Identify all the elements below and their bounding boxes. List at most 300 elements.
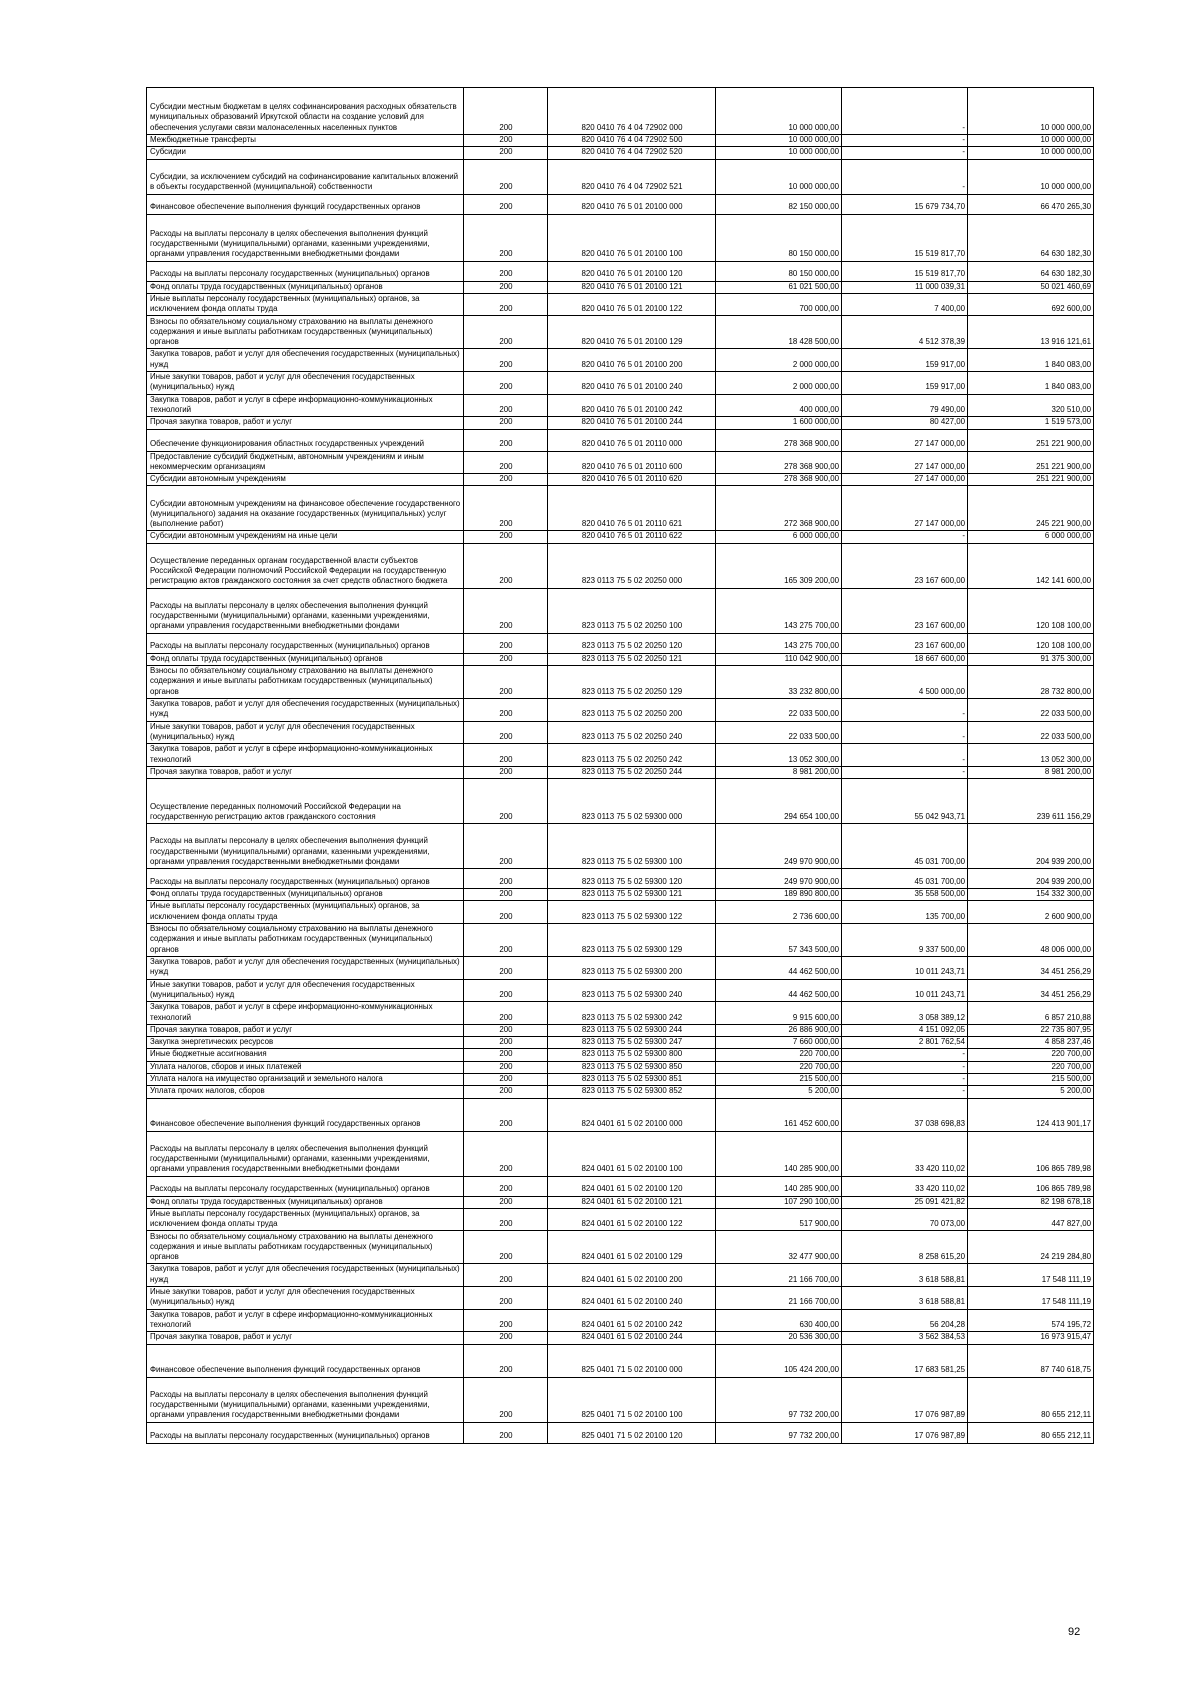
row-executed-amount: 4 500 000,00: [842, 666, 968, 699]
row-executed-amount: 45 031 700,00: [842, 824, 968, 869]
row-admin-code: 200: [464, 543, 548, 588]
table-row: [147, 979, 1094, 1002]
row-approved-amount: 400 000,00: [716, 394, 842, 417]
row-executed-amount: 25 091 421,82: [842, 1196, 968, 1208]
row-name: Осуществление переданных полномочий Российской Федерации на государственную регистрацию актов гражданского состояния: [147, 779, 464, 824]
row-unexecuted-amount: 220 700,00: [968, 1061, 1094, 1073]
row-unexecuted-amount: 1 840 083,00: [968, 349, 1094, 372]
row-budget-classification-code: 820 0410 76 5 01 20110 622: [548, 531, 716, 543]
budget-execution-table: [146, 87, 1094, 1444]
row-executed-amount: 17 076 987,89: [842, 1422, 968, 1443]
row-admin-code: 200: [464, 1377, 548, 1422]
row-admin-code: 200: [464, 1073, 548, 1085]
row-name: Закупка товаров, работ и услуг в сфере информационно-коммуникационных технологий: [147, 1309, 464, 1332]
row-budget-classification-code: 823 0113 75 5 02 59300 852: [548, 1086, 716, 1098]
row-budget-classification-code: 820 0410 76 5 01 20110 621: [548, 486, 716, 531]
row-executed-amount: 23 167 600,00: [842, 588, 968, 633]
row-executed-amount: 9 337 500,00: [842, 924, 968, 957]
row-approved-amount: 33 232 800,00: [716, 666, 842, 699]
row-admin-code: 200: [464, 1231, 548, 1264]
row-budget-classification-code: 820 0410 76 5 01 20100 100: [548, 214, 716, 261]
row-admin-code: 200: [464, 653, 548, 665]
table-row: [147, 1287, 1094, 1310]
row-name: Закупка товаров, работ и услуг для обеспечения государственных (муниципальных) нужд: [147, 349, 464, 372]
row-approved-amount: 220 700,00: [716, 1049, 842, 1061]
row-admin-code: 200: [464, 979, 548, 1002]
table-row: [147, 417, 1094, 429]
row-executed-amount: 33 420 110,02: [842, 1176, 968, 1196]
row-name: Расходы на выплаты персоналу государственных (муниципальных) органов: [147, 1176, 464, 1196]
row-unexecuted-amount: 120 108 100,00: [968, 633, 1094, 653]
row-approved-amount: 161 452 600,00: [716, 1098, 842, 1131]
row-name: Расходы на выплаты персоналу в целях обеспечения выполнения функций государственными (муниципальными) органами, казенными учреждениями, органами управления государственными внебюджетными фондами: [147, 1131, 464, 1176]
row-approved-amount: 10 000 000,00: [716, 88, 842, 135]
row-unexecuted-amount: 1 840 083,00: [968, 372, 1094, 395]
table-row: [147, 766, 1094, 778]
row-approved-amount: 80 150 000,00: [716, 214, 842, 261]
row-budget-classification-code: 820 0410 76 5 01 20100 000: [548, 194, 716, 214]
row-admin-code: 200: [464, 1332, 548, 1344]
row-budget-classification-code: 820 0410 76 5 01 20100 242: [548, 394, 716, 417]
row-admin-code: 200: [464, 394, 548, 417]
row-budget-classification-code: 820 0410 76 5 01 20100 200: [548, 349, 716, 372]
row-name: Прочая закупка товаров, работ и услуг: [147, 1332, 464, 1344]
row-name: Иные закупки товаров, работ и услуг для обеспечения государственных (муниципальных) нужд: [147, 721, 464, 744]
row-approved-amount: 97 732 200,00: [716, 1377, 842, 1422]
table-row: [147, 924, 1094, 957]
table-row: [147, 1264, 1094, 1287]
row-unexecuted-amount: 50 021 460,69: [968, 281, 1094, 293]
row-admin-code: 200: [464, 194, 548, 214]
row-approved-amount: 9 915 600,00: [716, 1002, 842, 1025]
row-approved-amount: 630 400,00: [716, 1309, 842, 1332]
table-row: [147, 666, 1094, 699]
row-name: Иные выплаты персоналу государственных (муниципальных) органов, за исключением фонда оплаты труда: [147, 901, 464, 924]
row-approved-amount: 10 000 000,00: [716, 147, 842, 159]
row-name: Расходы на выплаты персоналу государственных (муниципальных) органов: [147, 869, 464, 889]
row-unexecuted-amount: 120 108 100,00: [968, 588, 1094, 633]
row-approved-amount: 143 275 700,00: [716, 588, 842, 633]
row-approved-amount: 105 424 200,00: [716, 1344, 842, 1377]
row-approved-amount: 10 000 000,00: [716, 159, 842, 194]
table-row: [147, 633, 1094, 653]
row-admin-code: 200: [464, 1287, 548, 1310]
table-row: [147, 1377, 1094, 1422]
row-admin-code: 200: [464, 1208, 548, 1231]
row-unexecuted-amount: 251 221 900,00: [968, 429, 1094, 451]
row-executed-amount: 55 042 943,71: [842, 779, 968, 824]
row-unexecuted-amount: 34 451 256,29: [968, 957, 1094, 980]
row-executed-amount: -: [842, 88, 968, 135]
row-executed-amount: -: [842, 1061, 968, 1073]
row-approved-amount: 140 285 900,00: [716, 1176, 842, 1196]
row-executed-amount: 8 258 615,20: [842, 1231, 968, 1264]
row-approved-amount: 272 368 900,00: [716, 486, 842, 531]
row-name: Прочая закупка товаров, работ и услуг: [147, 417, 464, 429]
row-budget-classification-code: 824 0401 61 5 02 20100 129: [548, 1231, 716, 1264]
table-row: [147, 372, 1094, 395]
row-budget-classification-code: 825 0401 71 5 02 20100 120: [548, 1422, 716, 1443]
row-unexecuted-amount: 8 981 200,00: [968, 766, 1094, 778]
row-admin-code: 200: [464, 349, 548, 372]
row-admin-code: 200: [464, 474, 548, 486]
row-executed-amount: 37 038 698,83: [842, 1098, 968, 1131]
row-name: Финансовое обеспечение выполнения функций государственных органов: [147, 1344, 464, 1377]
table-row: [147, 1098, 1094, 1131]
table-row: [147, 957, 1094, 980]
row-unexecuted-amount: 220 700,00: [968, 1049, 1094, 1061]
row-budget-classification-code: 823 0113 75 5 02 20250 129: [548, 666, 716, 699]
row-name: Взносы по обязательному социальному страхованию на выплаты денежного содержания и иные выплаты работникам государственных (муниципальных) органов: [147, 666, 464, 699]
row-approved-amount: 80 150 000,00: [716, 261, 842, 281]
row-name: Финансовое обеспечение выполнения функций государственных органов: [147, 1098, 464, 1131]
row-admin-code: 200: [464, 633, 548, 653]
table-row: [147, 1332, 1094, 1344]
row-admin-code: 200: [464, 429, 548, 451]
table-row: [147, 889, 1094, 901]
row-unexecuted-amount: 10 000 000,00: [968, 159, 1094, 194]
row-name: Субсидии, за исключением субсидий на софинансирование капитальных вложений в объекты государственной (муниципальной) собственности: [147, 159, 464, 194]
row-executed-amount: 135 700,00: [842, 901, 968, 924]
table-row: [147, 1037, 1094, 1049]
table-row: [147, 293, 1094, 316]
row-executed-amount: -: [842, 1073, 968, 1085]
table-row: [147, 316, 1094, 349]
row-name: Фонд оплаты труда государственных (муниципальных) органов: [147, 889, 464, 901]
row-admin-code: 200: [464, 372, 548, 395]
row-executed-amount: -: [842, 744, 968, 767]
row-budget-classification-code: 820 0410 76 5 01 20110 620: [548, 474, 716, 486]
row-budget-classification-code: 820 0410 76 5 01 20100 122: [548, 293, 716, 316]
row-name: Финансовое обеспечение выполнения функций государственных органов: [147, 194, 464, 214]
row-executed-amount: -: [842, 531, 968, 543]
row-unexecuted-amount: 239 611 156,29: [968, 779, 1094, 824]
row-approved-amount: 215 500,00: [716, 1073, 842, 1085]
row-unexecuted-amount: 251 221 900,00: [968, 474, 1094, 486]
row-admin-code: 200: [464, 957, 548, 980]
row-budget-classification-code: 824 0401 61 5 02 20100 000: [548, 1098, 716, 1131]
row-approved-amount: 294 654 100,00: [716, 779, 842, 824]
row-name: Расходы на выплаты персоналу государственных (муниципальных) органов: [147, 1422, 464, 1443]
row-approved-amount: 97 732 200,00: [716, 1422, 842, 1443]
row-executed-amount: 27 147 000,00: [842, 486, 968, 531]
row-admin-code: 200: [464, 1086, 548, 1098]
row-name: Прочая закупка товаров, работ и услуг: [147, 1024, 464, 1036]
row-name: Закупка товаров, работ и услуг в сфере информационно-коммуникационных технологий: [147, 744, 464, 767]
table-row: [147, 394, 1094, 417]
table-row: [147, 429, 1094, 451]
row-executed-amount: 23 167 600,00: [842, 633, 968, 653]
row-approved-amount: 61 021 500,00: [716, 281, 842, 293]
row-name: Фонд оплаты труда государственных (муниципальных) органов: [147, 281, 464, 293]
row-approved-amount: 18 428 500,00: [716, 316, 842, 349]
row-unexecuted-amount: 204 939 200,00: [968, 824, 1094, 869]
row-budget-classification-code: 823 0113 75 5 02 59300 242: [548, 1002, 716, 1025]
row-admin-code: 200: [464, 1196, 548, 1208]
row-name: Закупка товаров, работ и услуг для обеспечения государственных (муниципальных) нужд: [147, 957, 464, 980]
row-admin-code: 200: [464, 588, 548, 633]
row-budget-classification-code: 823 0113 75 5 02 59300 850: [548, 1061, 716, 1073]
row-budget-classification-code: 825 0401 71 5 02 20100 100: [548, 1377, 716, 1422]
row-admin-code: 200: [464, 316, 548, 349]
row-executed-amount: 27 147 000,00: [842, 451, 968, 474]
row-budget-classification-code: 824 0401 61 5 02 20100 100: [548, 1131, 716, 1176]
row-unexecuted-amount: 447 827,00: [968, 1208, 1094, 1231]
table-row: [147, 1024, 1094, 1036]
row-unexecuted-amount: 64 630 182,30: [968, 261, 1094, 281]
row-admin-code: 200: [464, 293, 548, 316]
row-unexecuted-amount: 48 006 000,00: [968, 924, 1094, 957]
row-unexecuted-amount: 22 033 500,00: [968, 721, 1094, 744]
row-approved-amount: 20 536 300,00: [716, 1332, 842, 1344]
row-admin-code: 200: [464, 1309, 548, 1332]
table-row: [147, 699, 1094, 722]
row-approved-amount: 140 285 900,00: [716, 1131, 842, 1176]
row-unexecuted-amount: 22 033 500,00: [968, 699, 1094, 722]
row-approved-amount: 700 000,00: [716, 293, 842, 316]
row-executed-amount: -: [842, 699, 968, 722]
row-name: Субсидии местным бюджетам в целях софинансирования расходных обязательств муниципальных образований Иркутской области на создание условий для обеспечения услугами связи малонаселенных населенных пунктов: [147, 88, 464, 135]
row-admin-code: 200: [464, 531, 548, 543]
row-admin-code: 200: [464, 1037, 548, 1049]
row-name: Уплата прочих налогов, сборов: [147, 1086, 464, 1098]
table-row: [147, 901, 1094, 924]
table-row: [147, 281, 1094, 293]
table-row: [147, 214, 1094, 261]
row-executed-amount: 35 558 500,00: [842, 889, 968, 901]
table-row: [147, 349, 1094, 372]
row-budget-classification-code: 820 0410 76 5 01 20110 600: [548, 451, 716, 474]
row-budget-classification-code: 823 0113 75 5 02 20250 240: [548, 721, 716, 744]
table-row: [147, 135, 1094, 147]
row-name: Иные закупки товаров, работ и услуг для обеспечения государственных (муниципальных) нужд: [147, 372, 464, 395]
row-unexecuted-amount: 34 451 256,29: [968, 979, 1094, 1002]
row-approved-amount: 44 462 500,00: [716, 979, 842, 1002]
row-budget-classification-code: 823 0113 75 5 02 59300 800: [548, 1049, 716, 1061]
row-unexecuted-amount: 24 219 284,80: [968, 1231, 1094, 1264]
row-unexecuted-amount: 106 865 789,98: [968, 1131, 1094, 1176]
table-row: [147, 744, 1094, 767]
table-row: [147, 1131, 1094, 1176]
row-approved-amount: 21 166 700,00: [716, 1287, 842, 1310]
row-name: Взносы по обязательному социальному страхованию на выплаты денежного содержания и иные выплаты работникам государственных (муниципальных) органов: [147, 316, 464, 349]
row-executed-amount: 17 076 987,89: [842, 1377, 968, 1422]
row-admin-code: 200: [464, 744, 548, 767]
row-executed-amount: 3 618 588,81: [842, 1264, 968, 1287]
row-name: Межбюджетные трансферты: [147, 135, 464, 147]
row-budget-classification-code: 820 0410 76 4 04 72902 521: [548, 159, 716, 194]
row-executed-amount: 4 151 092,05: [842, 1024, 968, 1036]
row-budget-classification-code: 823 0113 75 5 02 59300 121: [548, 889, 716, 901]
row-executed-amount: 15 519 817,70: [842, 214, 968, 261]
row-admin-code: 200: [464, 901, 548, 924]
row-name: Иные бюджетные ассигнования: [147, 1049, 464, 1061]
table-row: [147, 531, 1094, 543]
row-approved-amount: 5 200,00: [716, 1086, 842, 1098]
table-row: [147, 1002, 1094, 1025]
row-budget-classification-code: 823 0113 75 5 02 20250 242: [548, 744, 716, 767]
row-name: Субсидии автономным учреждениям на финансовое обеспечение государственного (муниципального) задания на оказание государственных (муниципальных) услуг (выполнение работ): [147, 486, 464, 531]
row-admin-code: 200: [464, 1422, 548, 1443]
row-executed-amount: 159 917,00: [842, 372, 968, 395]
row-admin-code: 200: [464, 1176, 548, 1196]
row-admin-code: 200: [464, 889, 548, 901]
row-name: Осуществление переданных органам государственной власти субъектов Российской Федерации полномочий Российской Федерации на государственную регистрацию актов гражданского состояния за счет средств областного бюджета: [147, 543, 464, 588]
row-unexecuted-amount: 106 865 789,98: [968, 1176, 1094, 1196]
row-unexecuted-amount: 204 939 200,00: [968, 869, 1094, 889]
table-row: [147, 147, 1094, 159]
row-executed-amount: -: [842, 147, 968, 159]
row-unexecuted-amount: 4 858 237,46: [968, 1037, 1094, 1049]
row-executed-amount: 70 073,00: [842, 1208, 968, 1231]
table-row: [147, 1196, 1094, 1208]
table-row: [147, 1422, 1094, 1443]
row-approved-amount: 249 970 900,00: [716, 869, 842, 889]
row-executed-amount: -: [842, 1086, 968, 1098]
row-admin-code: 200: [464, 261, 548, 281]
row-approved-amount: 82 150 000,00: [716, 194, 842, 214]
row-unexecuted-amount: 82 198 678,18: [968, 1196, 1094, 1208]
row-unexecuted-amount: 80 655 212,11: [968, 1422, 1094, 1443]
row-approved-amount: 7 660 000,00: [716, 1037, 842, 1049]
row-executed-amount: 11 000 039,31: [842, 281, 968, 293]
row-executed-amount: 3 562 384,53: [842, 1332, 968, 1344]
row-unexecuted-amount: 154 332 300,00: [968, 889, 1094, 901]
row-name: Расходы на выплаты персоналу в целях обеспечения выполнения функций государственными (муниципальными) органами, казенными учреждениями, органами управления государственными внебюджетными фондами: [147, 588, 464, 633]
row-unexecuted-amount: 80 655 212,11: [968, 1377, 1094, 1422]
row-executed-amount: -: [842, 135, 968, 147]
row-name: Взносы по обязательному социальному страхованию на выплаты денежного содержания и иные выплаты работникам государственных (муниципальных) органов: [147, 1231, 464, 1264]
table-row: [147, 159, 1094, 194]
row-admin-code: 200: [464, 699, 548, 722]
row-name: Субсидии: [147, 147, 464, 159]
row-budget-classification-code: 820 0410 76 4 04 72902 520: [548, 147, 716, 159]
row-unexecuted-amount: 2 600 900,00: [968, 901, 1094, 924]
table-row: [147, 1049, 1094, 1061]
row-approved-amount: 57 343 500,00: [716, 924, 842, 957]
row-unexecuted-amount: 124 413 901,17: [968, 1098, 1094, 1131]
row-approved-amount: 143 275 700,00: [716, 633, 842, 653]
row-admin-code: 200: [464, 147, 548, 159]
row-unexecuted-amount: 574 195,72: [968, 1309, 1094, 1332]
row-admin-code: 200: [464, 417, 548, 429]
table-row: [147, 451, 1094, 474]
row-budget-classification-code: 823 0113 75 5 02 20250 121: [548, 653, 716, 665]
row-executed-amount: 18 667 600,00: [842, 653, 968, 665]
row-admin-code: 200: [464, 1024, 548, 1036]
row-approved-amount: 6 000 000,00: [716, 531, 842, 543]
table-row: [147, 869, 1094, 889]
row-budget-classification-code: 823 0113 75 5 02 59300 000: [548, 779, 716, 824]
row-name: Закупка энергетических ресурсов: [147, 1037, 464, 1049]
row-budget-classification-code: 825 0401 71 5 02 20100 000: [548, 1344, 716, 1377]
row-executed-amount: -: [842, 721, 968, 744]
row-name: Закупка товаров, работ и услуг в сфере информационно-коммуникационных технологий: [147, 394, 464, 417]
row-executed-amount: 27 147 000,00: [842, 474, 968, 486]
table-row: [147, 824, 1094, 869]
row-unexecuted-amount: 320 510,00: [968, 394, 1094, 417]
row-unexecuted-amount: 17 548 111,19: [968, 1264, 1094, 1287]
row-approved-amount: 1 600 000,00: [716, 417, 842, 429]
row-unexecuted-amount: 245 221 900,00: [968, 486, 1094, 531]
table-row: [147, 194, 1094, 214]
row-approved-amount: 165 309 200,00: [716, 543, 842, 588]
row-approved-amount: 249 970 900,00: [716, 824, 842, 869]
row-budget-classification-code: 823 0113 75 5 02 59300 244: [548, 1024, 716, 1036]
row-executed-amount: 56 204,28: [842, 1309, 968, 1332]
row-name: Иные закупки товаров, работ и услуг для обеспечения государственных (муниципальных) нужд: [147, 1287, 464, 1310]
row-budget-classification-code: 820 0410 76 5 01 20100 121: [548, 281, 716, 293]
table-row: [147, 486, 1094, 531]
table-row: [147, 1344, 1094, 1377]
row-approved-amount: 2 000 000,00: [716, 349, 842, 372]
row-executed-amount: 45 031 700,00: [842, 869, 968, 889]
row-budget-classification-code: 823 0113 75 5 02 20250 200: [548, 699, 716, 722]
table-row: [147, 1073, 1094, 1085]
row-unexecuted-amount: 10 000 000,00: [968, 147, 1094, 159]
row-budget-classification-code: 824 0401 61 5 02 20100 200: [548, 1264, 716, 1287]
row-budget-classification-code: 823 0113 75 5 02 20250 120: [548, 633, 716, 653]
row-executed-amount: 10 011 243,71: [842, 979, 968, 1002]
row-approved-amount: 10 000 000,00: [716, 135, 842, 147]
row-executed-amount: -: [842, 159, 968, 194]
row-budget-classification-code: 824 0401 61 5 02 20100 240: [548, 1287, 716, 1310]
row-name: Фонд оплаты труда государственных (муниципальных) органов: [147, 1196, 464, 1208]
row-name: Предоставление субсидий бюджетным, автономным учреждениям и иным некоммерческим организациям: [147, 451, 464, 474]
table-row: [147, 653, 1094, 665]
row-admin-code: 200: [464, 779, 548, 824]
row-executed-amount: 80 427,00: [842, 417, 968, 429]
row-admin-code: 200: [464, 1098, 548, 1131]
row-budget-classification-code: 820 0410 76 4 04 72902 000: [548, 88, 716, 135]
row-unexecuted-amount: 142 141 600,00: [968, 543, 1094, 588]
row-executed-amount: 33 420 110,02: [842, 1131, 968, 1176]
row-unexecuted-amount: 5 200,00: [968, 1086, 1094, 1098]
table-row: [147, 588, 1094, 633]
row-admin-code: 200: [464, 281, 548, 293]
row-admin-code: 200: [464, 1264, 548, 1287]
row-approved-amount: 32 477 900,00: [716, 1231, 842, 1264]
row-name: Обеспечение функционирования областных государственных учреждений: [147, 429, 464, 451]
row-approved-amount: 517 900,00: [716, 1208, 842, 1231]
row-unexecuted-amount: 251 221 900,00: [968, 451, 1094, 474]
row-approved-amount: 8 981 200,00: [716, 766, 842, 778]
row-executed-amount: 3 058 389,12: [842, 1002, 968, 1025]
row-approved-amount: 189 890 800,00: [716, 889, 842, 901]
row-unexecuted-amount: 6 000 000,00: [968, 531, 1094, 543]
page-number: 92: [1068, 1626, 1081, 1638]
row-executed-amount: -: [842, 1049, 968, 1061]
row-budget-classification-code: 823 0113 75 5 02 59300 240: [548, 979, 716, 1002]
row-admin-code: 200: [464, 869, 548, 889]
row-budget-classification-code: 823 0113 75 5 02 20250 000: [548, 543, 716, 588]
row-unexecuted-amount: 6 857 210,88: [968, 1002, 1094, 1025]
row-executed-amount: 3 618 588,81: [842, 1287, 968, 1310]
row-approved-amount: 13 052 300,00: [716, 744, 842, 767]
row-executed-amount: 15 679 734,70: [842, 194, 968, 214]
row-unexecuted-amount: 215 500,00: [968, 1073, 1094, 1085]
row-approved-amount: 278 368 900,00: [716, 451, 842, 474]
row-unexecuted-amount: 28 732 800,00: [968, 666, 1094, 699]
row-unexecuted-amount: 1 519 573,00: [968, 417, 1094, 429]
row-name: Расходы на выплаты персоналу в целях обеспечения выполнения функций государственными (муниципальными) органами, казенными учреждениями, органами управления государственными внебюджетными фондами: [147, 824, 464, 869]
row-admin-code: 200: [464, 824, 548, 869]
row-approved-amount: 107 290 100,00: [716, 1196, 842, 1208]
row-unexecuted-amount: 87 740 618,75: [968, 1344, 1094, 1377]
row-unexecuted-amount: 16 973 915,47: [968, 1332, 1094, 1344]
row-name: Прочая закупка товаров, работ и услуг: [147, 766, 464, 778]
table-row: [147, 543, 1094, 588]
